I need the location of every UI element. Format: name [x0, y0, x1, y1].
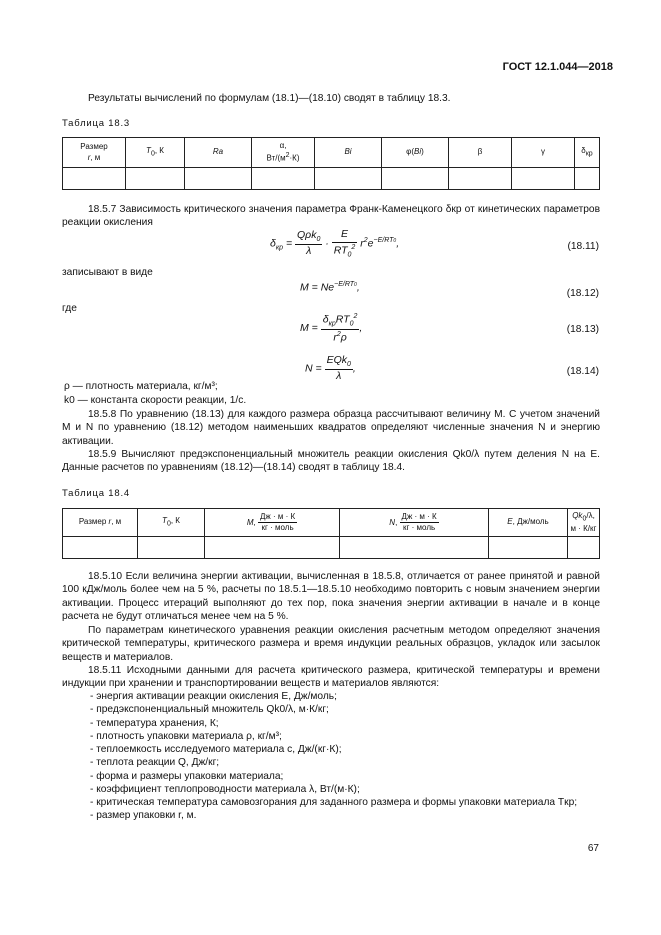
equation-18-13: M = $\frac{\delta_{кр}RT_0^2}{r^2\rho}$ , [300, 313, 363, 344]
page-number: 67 [587, 843, 599, 854]
table-header-cell: γ [512, 138, 575, 168]
where-text: где [62, 303, 77, 314]
table-header-cell: E, Дж/моль [489, 509, 568, 537]
table-header-cell: Bi [315, 138, 382, 168]
equation-number: (18.11) [567, 241, 599, 252]
table-18-4 [62, 508, 600, 559]
table-header-cell: β [449, 138, 512, 168]
list-item: - теплота реакции Q, Дж/кг; [90, 757, 220, 769]
list-item: - плотность упаковки материала ρ, кг/м³; [90, 730, 282, 742]
list-item: - критическая температура самовозгорания для заданного размера и формы упаковки материала Tкр; [90, 797, 578, 808]
equation-number: (18.13) [566, 324, 599, 335]
list-item: - предэкспоненциальный множитель Qk0/λ, м·К/кг; [90, 704, 329, 716]
paragraph-18-5-10: 18.5.10 Если величина энергии активации, вычисленная в 18.5.8, отличается от ранее принятой и равной 100 кДж/моль более чем на 5 %, расчеты по 18.5.1—18.5.10 необходимо повторить с новым значением энергии активации. Процесс итераций выполняют до тех пор, пока значения энергии активации в начале и в конце расчета не будут отличаться менее чем на 5 %. [62, 571, 600, 622]
paragraph-18-5-11: 18.5.11 Исходными данными для расчета критического размера, критической температуры и времени индукции при хранении и транспортировании веществ и материалов являются: [62, 665, 600, 690]
k0-definition: k0 — константа скорости реакции, 1/с. [64, 395, 247, 406]
paragraph-18-5-9: 18.5.9 Вычисляют предэкспоненциальный множитель реакции окисления Qk0/λ путем деления N на E. Данные расчетов по уравнениям (18.12)—(18.14) сводят в таблицу 18.4. [62, 449, 600, 474]
table-header-cell: N, $\frac{Дж \cdot м \cdot К}{\text{кг · моль}}$ [340, 509, 489, 537]
table-header-row [63, 509, 600, 537]
list-item: - форма и размеры упаковки материала; [90, 770, 284, 782]
table-18-3-caption: Таблица 18.3 [62, 118, 130, 129]
input-data-list [90, 690, 600, 823]
table-header-cell: Размер r, м [63, 138, 126, 168]
table-row [63, 168, 600, 190]
document-header: ГОСТ 12.1.044—2018 [502, 61, 613, 73]
equation-18-14: N = $\frac{EQk_0}{\lambda}$ , [305, 354, 356, 383]
paragraph-18-5-8: 18.5.8 По уравнению (18.13) для каждого размера образца рассчитывают величину M. С учетом значений M и N по уравнению (18.12) методом наименьших квадратов определяют численные значения N и энергию активации. [62, 409, 600, 447]
table-row [63, 537, 600, 559]
table-header-cell: Qk0/λ, м · К/кг [568, 509, 600, 537]
paragraph-18-5-7: 18.5.7 Зависимость критического значения параметра Франк-Каменецкого δкр от кинетических параметров реакции окисления [62, 204, 600, 229]
equation-18-12: $M = Ne^{-E/RT0}$, [300, 281, 360, 294]
table-header-cell: Ra [185, 138, 252, 168]
table-header-cell: T0, К [126, 138, 185, 168]
table-header-cell: φ(Bi) [382, 138, 449, 168]
list-item: - размер упаковки r, м. [90, 810, 197, 822]
paragraph-kinetic-params: По параметрам кинетического уравнения реакции окисления расчетным методом определяют значения критической температуры, критического размера и время индукции реальных образцов, укладок или засылок веществ и материалов. [62, 625, 600, 663]
list-item: - коэффициент теплопроводности материала λ, Вт/(м·К); [90, 783, 360, 795]
rho-definition: ρ — плотность материала, кг/м³; [64, 381, 218, 392]
table-header-cell: T0, К [138, 509, 205, 537]
list-item: - теплоемкость исследуемого материала c, Дж/(кг·К); [90, 744, 342, 755]
table-18-3 [62, 137, 600, 190]
list-item: - энергия активации реакции окисления E, Дж/моль; [90, 691, 337, 702]
table-header-cell: δкр [575, 138, 600, 168]
table-header-cell: Размер r, м [63, 509, 138, 537]
intro-paragraph: Результаты вычислений по формулам (18.1)—(18.10) сводят в таблицу 18.3. [88, 93, 451, 104]
table-header-cell: M, $\frac{Дж \cdot м \cdot К}{\text{кг · моль}}$ [205, 509, 340, 537]
equation-number: (18.14) [566, 366, 599, 377]
equation-number: (18.12) [566, 288, 599, 299]
table-18-4-caption: Таблица 18.4 [62, 488, 130, 499]
equation-18-11: $\delta_{кр}$ = $\frac{Q\rho k_0}{\lambda}$ · $\frac{E}{RT_0^2}$ $r^2e^{-E/RT0}$, [270, 228, 400, 259]
table-header-cell: α, Вт/(м2·К) [252, 138, 315, 168]
list-item: - температура хранения, К; [90, 717, 219, 729]
write-as-text: записывают в виде [62, 267, 153, 278]
table-header-row [63, 138, 600, 168]
